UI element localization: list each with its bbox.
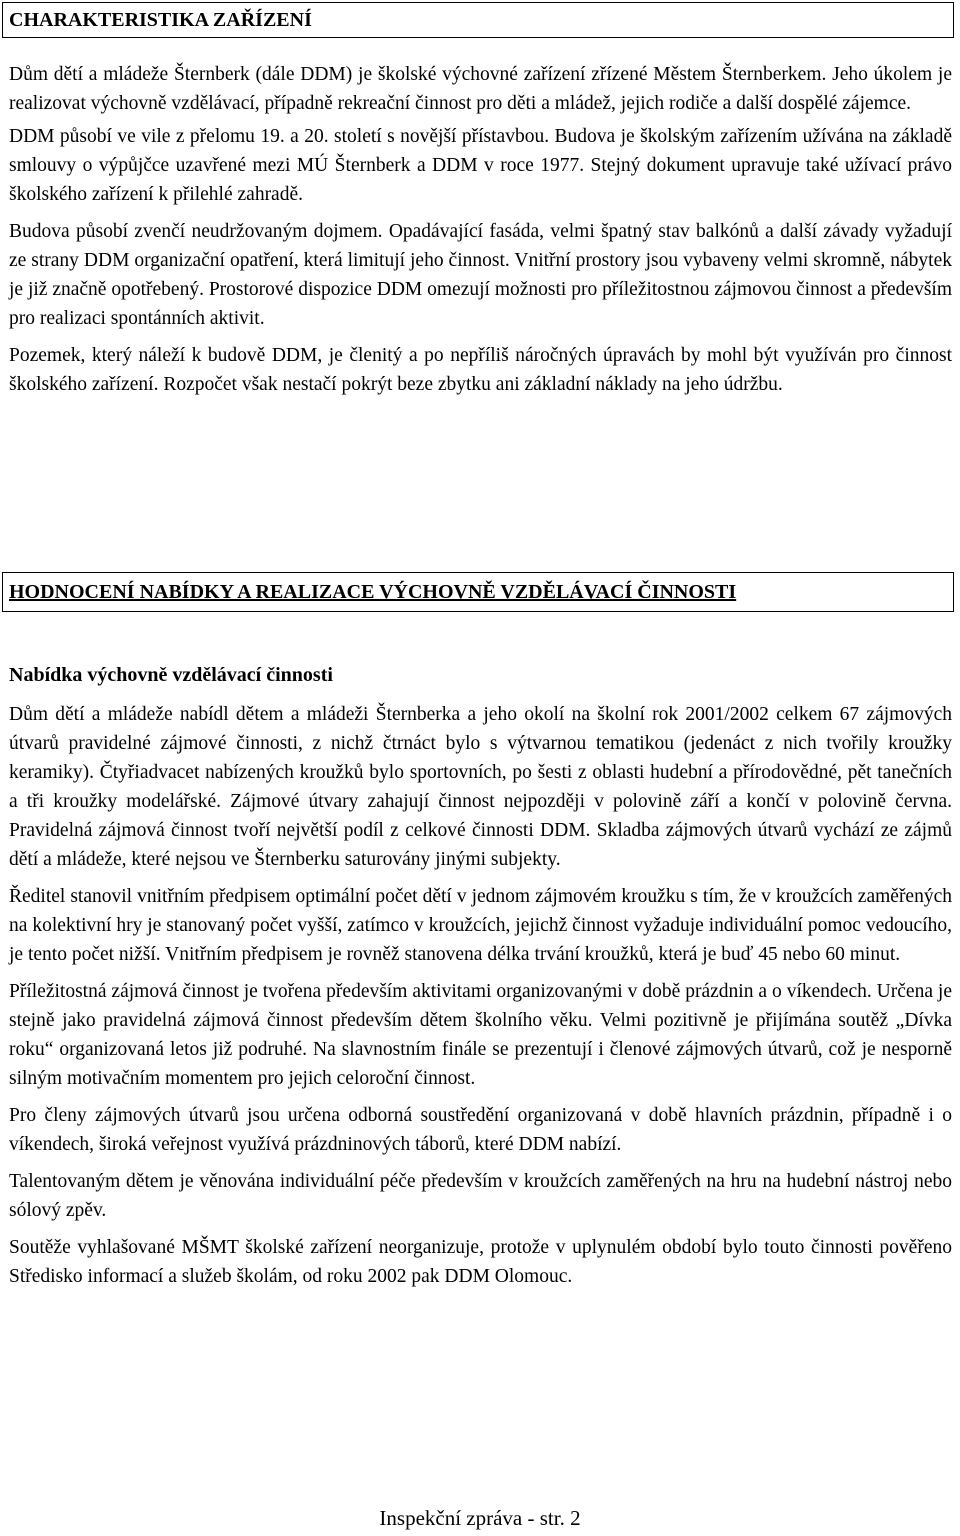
subsection-heading: Nabídka výchovně vzdělávací činnosti bbox=[9, 664, 333, 686]
section-characteristics-body bbox=[9, 60, 952, 407]
paragraph: Pozemek, který náleží k budově DDM, je členitý a po nepříliš náročných úpravách by mohl být využíván pro činnost školského zařízení. Rozpočet však nestačí pokrýt beze zbytku ani základní náklady na jeho údržbu. bbox=[9, 345, 952, 395]
paragraph: Dům dětí a mládeže Šternberk (dále DDM) je školské výchovné zařízení zřízené Městem Šternberkem. Jeho úkolem je realizovat výchovně vzdělávací, případně rekreační činnost pro děti a mládež, jejich rodiče a další dospělé zájemce. bbox=[9, 64, 952, 114]
paragraph: Pro členy zájmových útvarů jsou určena odborná soustředění organizovaná v době hlavních prázdnin, případně i o víkendech, široká veřejnost využívá prázdninových táborů, které DDM nabízí. bbox=[9, 1105, 952, 1155]
paragraph: Příležitostná zájmová činnost je tvořena především aktivitami organizovanými v době prázdnin a o víkendech. Určena je stejně jako pravidelná zájmová činnost především dětem školního věku. Velmi pozitivně je přijímána soutěž „Dívka roku“ organizovaná letos již podruhé. Na slavnostním finále se prezentují i členové zájmových útvarů, což je nesporně silným motivačním momentem pro jejich celoroční činnost. bbox=[9, 981, 952, 1089]
paragraph: DDM působí ve vile z přelomu 19. a 20. století s novější přístavbou. Budova je školským zařízením užívána na základě smlouvy o výpůjčce uzavřené mezi MÚ Šternberk a DDM v roce 1977. Stejný dokument upravuje také užívací právo školského zařízení k přilehlé zahradě. bbox=[9, 126, 952, 205]
paragraph: Dům dětí a mládeže nabídl dětem a mládeži Šternberka a jeho okolí na školní rok 2001/2002 celkem 67 zájmových útvarů pravidelné zájmové činnosti, z nichž čtrnáct bylo s výtvarnou tematikou (jedenáct z nich tvořily kroužky keramiky). Čtyřiadvacet nabízených kroužků bylo sportovních, po šesti z oblasti hudební a přírodovědné, pět tanečních a tři kroužky modelářské. Zájmové útvary zahajují činnost nejpozději v polovině září a končí v polovině června. Pravidelná zájmová činnost tvoří největší podíl z celkové činnosti DDM. Skladba zájmových útvarů vychází ze zájmů dětí a mládeže, které nejsou ve Šternberku saturovány jinými subjekty. bbox=[9, 704, 952, 870]
section-heading-characteristics: CHARAKTERISTIKA ZAŘÍZENÍ bbox=[2, 2, 954, 38]
paragraph: Talentovaným dětem je věnována individuální péče především v kroužcích zaměřených na hru na hudební nástroj nebo sólový zpěv. bbox=[9, 1171, 952, 1221]
section-evaluation-body bbox=[9, 700, 952, 1299]
footer-text: Inspekční zpráva - str. 2 bbox=[379, 1506, 581, 1530]
paragraph: Soutěže vyhlašované MŠMT školské zařízení neorganizuje, protože v uplynulém období bylo touto činnosti pověřeno Středisko informací a služeb školám, od roku 2002 pak DDM Olomouc. bbox=[9, 1237, 952, 1287]
page-footer bbox=[0, 1503, 960, 1533]
section-heading-evaluation: HODNOCENÍ NABÍDKY A REALIZACE VÝCHOVNĚ VZDĚLÁVACÍ ČINNOSTI bbox=[2, 572, 954, 612]
paragraph: Ředitel stanovil vnitřním předpisem optimální počet dětí v jednom zájmovém kroužku s tím, že v kroužcích zaměřených na kolektivní hry je stanovaný počet vyšší, zatímco v kroužcích, jejichž činnost vyžaduje individuální pomoc vedoucího, je tento počet nižší. Vnitřním předpisem je rovněž stanovena délka trvání kroužků, která je buď 45 nebo 60 minut. bbox=[9, 886, 952, 965]
paragraph: Budova působí zvenčí neudržovaným dojmem. Opadávající fasáda, velmi špatný stav balkónů a další závady vyžadují ze strany DDM organizační opatření, která limitují jeho činnost. Vnitřní prostory jsou vybaveny velmi skromně, nábytek je již značně opotřebený. Prostorové dispozice DDM omezují možnosti pro příležitostnou zájmovou činnost a především pro realizaci spontánních aktivit. bbox=[9, 221, 952, 329]
